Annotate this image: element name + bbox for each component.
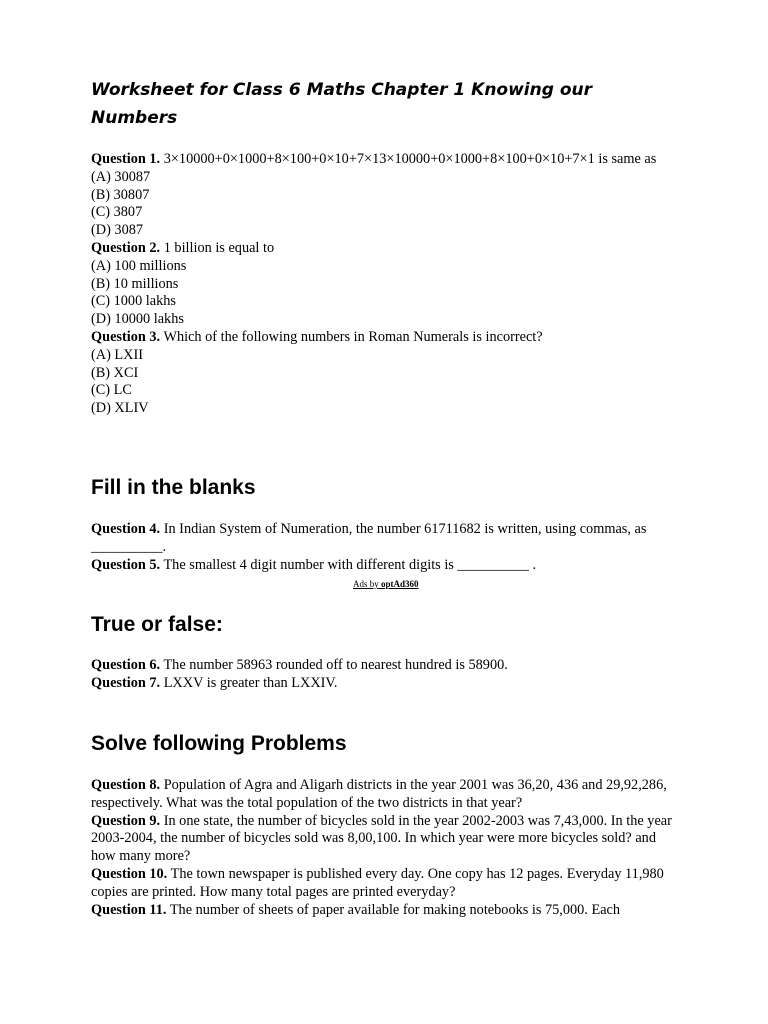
ads-link[interactable] (353, 579, 419, 590)
ads-brand: optAd360 (381, 579, 419, 589)
question-9 (91, 813, 681, 866)
question-text: The number 58963 rounded off to nearest hundred is 58900. (163, 657, 508, 673)
question-text: 3×10000+0×1000+8×100+0×10+7×13×10000+0×1000+8×100+0×10+7×1 is same as (163, 151, 657, 167)
question-text: LXXV is greater than LXXIV. (163, 674, 338, 691)
question-text: Population of Agra and Aligarh districts in the year 2001 was 36,20, 436 and 29,92,286, respectively. What was the total population of the two districts in that year? (91, 777, 667, 811)
option: (B) XCI (91, 364, 139, 381)
question-3 (91, 329, 681, 347)
question-text: In Indian System of Numeration, the number 61711682 is written, using commas, as __________. (91, 521, 647, 555)
question-label: Question 6. (91, 657, 161, 673)
ads-prefix: Ads by (353, 579, 379, 589)
option: (B) 10 millions (91, 275, 179, 292)
question-label: Question 3. (91, 328, 161, 345)
question-label: Question 2. (91, 239, 161, 256)
question-6 (91, 657, 681, 675)
question-label: Question 7. (91, 674, 161, 691)
option: (A) 100 millions (91, 257, 187, 274)
question-text: Which of the following numbers in Roman Numerals is incorrect? (163, 328, 543, 345)
option: (D) 10000 lakhs (91, 311, 184, 328)
fill-blanks-section (91, 521, 681, 574)
question-label: Question 11. (91, 901, 167, 918)
question-text: The town newspaper is published every day. One copy has 12 pages. Everyday 11,980 copies are printed. How many total pages are printed everyday? (91, 865, 664, 900)
true-false-heading: True or false: (91, 613, 223, 636)
question-label: Question 5. (91, 556, 161, 573)
question-text: The smallest 4 digit number with different digits is __________ . (163, 556, 537, 573)
question-label: Question 10. (91, 865, 168, 882)
problems-section (91, 777, 681, 919)
question-label: Question 9. (91, 812, 161, 829)
option: (B) 30807 (91, 186, 150, 203)
question-8 (91, 777, 681, 813)
question-label: Question 4. (91, 521, 161, 537)
problems-heading: Solve following Problems (91, 732, 347, 755)
option: (C) 1000 lakhs (91, 293, 176, 310)
option: (C) LC (91, 382, 132, 399)
question-label: Question 8. (91, 777, 161, 793)
question-label: Question 1. (91, 151, 161, 167)
true-false-section (91, 657, 681, 693)
question-5 (91, 557, 681, 575)
question-4 (91, 521, 681, 557)
option: (A) 30087 (91, 168, 151, 185)
question-11 (91, 902, 681, 920)
question-7 (91, 675, 681, 693)
fill-blanks-heading: Fill in the blanks (91, 476, 256, 499)
option: (D) XLIV (91, 400, 149, 417)
question-1 (91, 151, 681, 169)
question-text: The number of sheets of paper available for making notebooks is 75,000. Each (169, 901, 621, 918)
worksheet-title: Worksheet for Class 6 Maths Chapter 1 Knowing our Numbers (91, 80, 592, 128)
mcq-section (91, 151, 681, 418)
option: (C) 3807 (91, 204, 143, 221)
question-text: In one state, the number of bicycles sold in the year 2002-2003 was 7,43,000. In the year 2003-2004, the number of bicycles sold was 8,00,100. In which year were more bicycles sold? and how many more? (91, 812, 672, 865)
option: (A) LXII (91, 346, 144, 363)
question-text: 1 billion is equal to (163, 239, 275, 256)
question-10 (91, 866, 681, 902)
option: (D) 3087 (91, 222, 144, 239)
question-2 (91, 240, 681, 258)
